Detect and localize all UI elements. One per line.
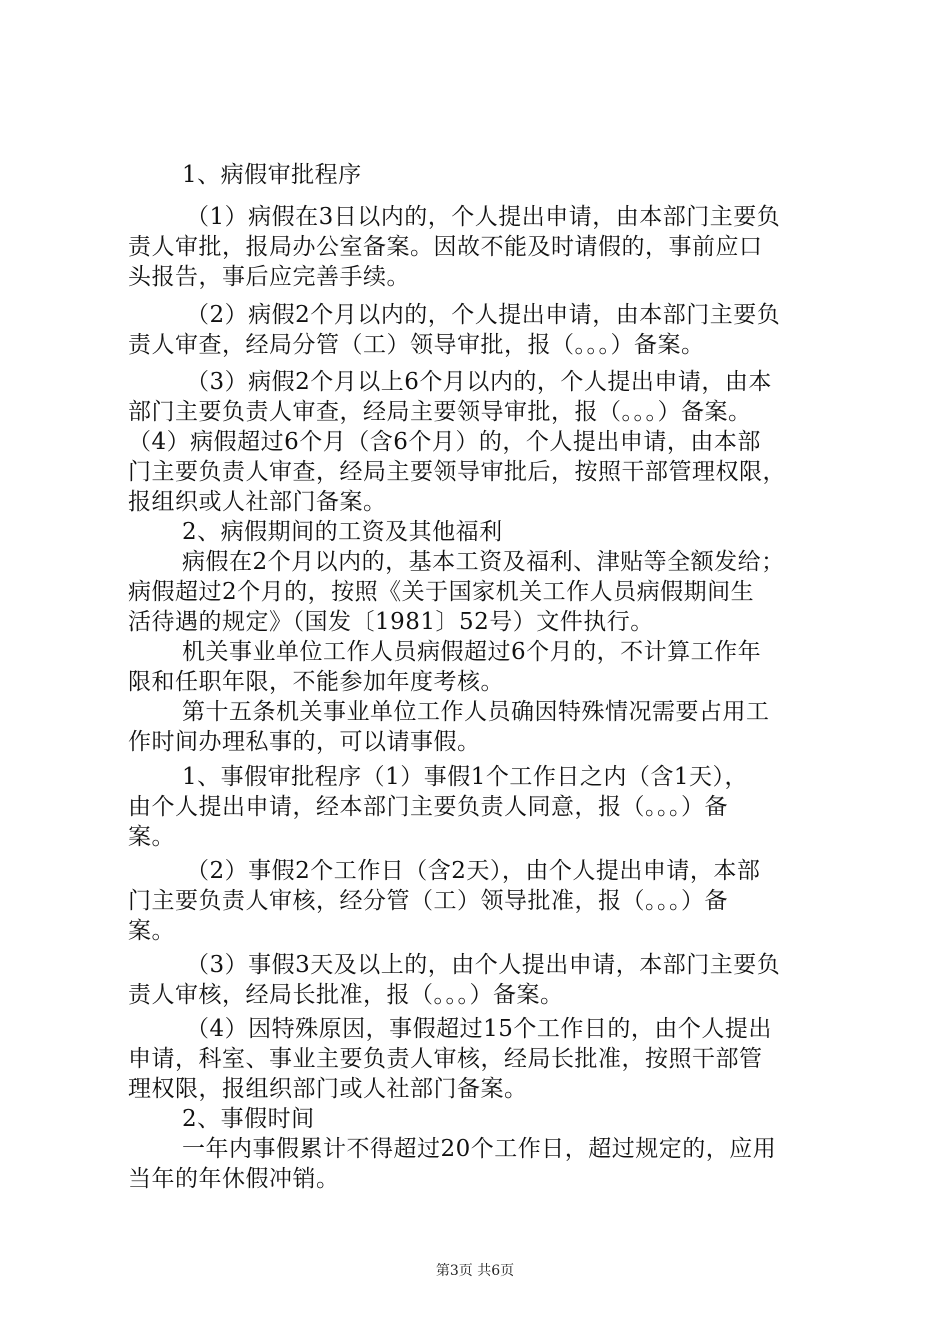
paragraph-line: 活待遇的规定》（国发〔1981〕52号）文件执行。 (128, 609, 654, 635)
paragraph-line: （3）病假2个月以上6个月以内的，个人提出申请，由本 (186, 369, 772, 395)
paragraph-line: 一年内事假累计不得超过20个工作日，超过规定的，应用 (182, 1136, 777, 1162)
paragraph-line: （4）因特殊原因，事假超过15个工作日的，由个人提出 (186, 1016, 772, 1042)
page-number-footer: 第3页 共6页 (435, 1263, 515, 1279)
heading-sick-leave-approval: 1、病假审批程序 (182, 162, 362, 188)
paragraph-line: 当年的年休假冲销。 (128, 1166, 340, 1192)
paragraph-line: 第十五条机关事业单位工作人员确因特殊情况需要占用工 (182, 699, 770, 725)
paragraph-line: 病假超过2个月的，按照《关于国家机关工作人员病假期间生 (128, 579, 755, 605)
paragraph-line: 机关事业单位工作人员病假超过6个月的，不计算工作年 (182, 639, 762, 665)
paragraph-line: （4）病假超过6个月（含6个月）的，个人提出申请，由本部 (128, 429, 761, 455)
paragraph-line: 责人审核，经局长批准，报（。。。）备案。 (128, 982, 564, 1008)
paragraph-line: 限和任职年限，不能参加年度考核。 (128, 669, 504, 695)
paragraph-line: 门主要负责人审核，经分管（工）领导批准，报（。。。）备 (128, 888, 728, 914)
paragraph-line: 部门主要负责人审查，经局主要领导审批，报（。。。）备案。 (128, 399, 752, 425)
paragraph-line: 案。 (128, 824, 175, 850)
paragraph-line: 头报告，事后应完善手续。 (128, 264, 410, 290)
paragraph-line: 报组织或人社部门备案。 (128, 489, 387, 515)
paragraph-line: （3）事假3天及以上的，由个人提出申请，本部门主要负 (186, 952, 781, 978)
paragraph-line: （2）事假2个工作日（含2天），由个人提出申请，本部 (186, 858, 761, 884)
paragraph-line: 病假在2个月以内的，基本工资及福利、津贴等全额发给； (182, 549, 785, 575)
paragraph-line: 作时间办理私事的，可以请事假。 (128, 729, 481, 755)
heading-sick-leave-pay: 2、病假期间的工资及其他福利 (182, 519, 503, 545)
paragraph-line: 责人审查，经局分管（工）领导审批，报（。。。）备案。 (128, 332, 705, 358)
paragraph-line: 1、事假审批程序（1）事假1个工作日之内（含1天）， (182, 764, 749, 790)
paragraph-line: 由个人提出申请，经本部门主要负责人同意，报（。。。）备 (128, 794, 728, 820)
paragraph-line: （2）病假2个月以内的，个人提出申请，由本部门主要负 (186, 302, 781, 328)
heading-personal-leave-time: 2、事假时间 (182, 1106, 315, 1132)
paragraph-line: 责人审批，报局办公室备案。因故不能及时请假的，事前应口 (128, 234, 763, 260)
paragraph-line: （1）病假在3日以内的，个人提出申请，由本部门主要负 (186, 204, 781, 230)
paragraph-line: 理权限，报组织部门或人社部门备案。 (128, 1076, 528, 1102)
paragraph-line: 案。 (128, 918, 175, 944)
paragraph-line: 门主要负责人审查，经局主要领导审批后，按照干部管理权限， (128, 459, 786, 485)
paragraph-line: 申请，科室、事业主要负责人审核，经局长批准，按照干部管 (128, 1046, 763, 1072)
